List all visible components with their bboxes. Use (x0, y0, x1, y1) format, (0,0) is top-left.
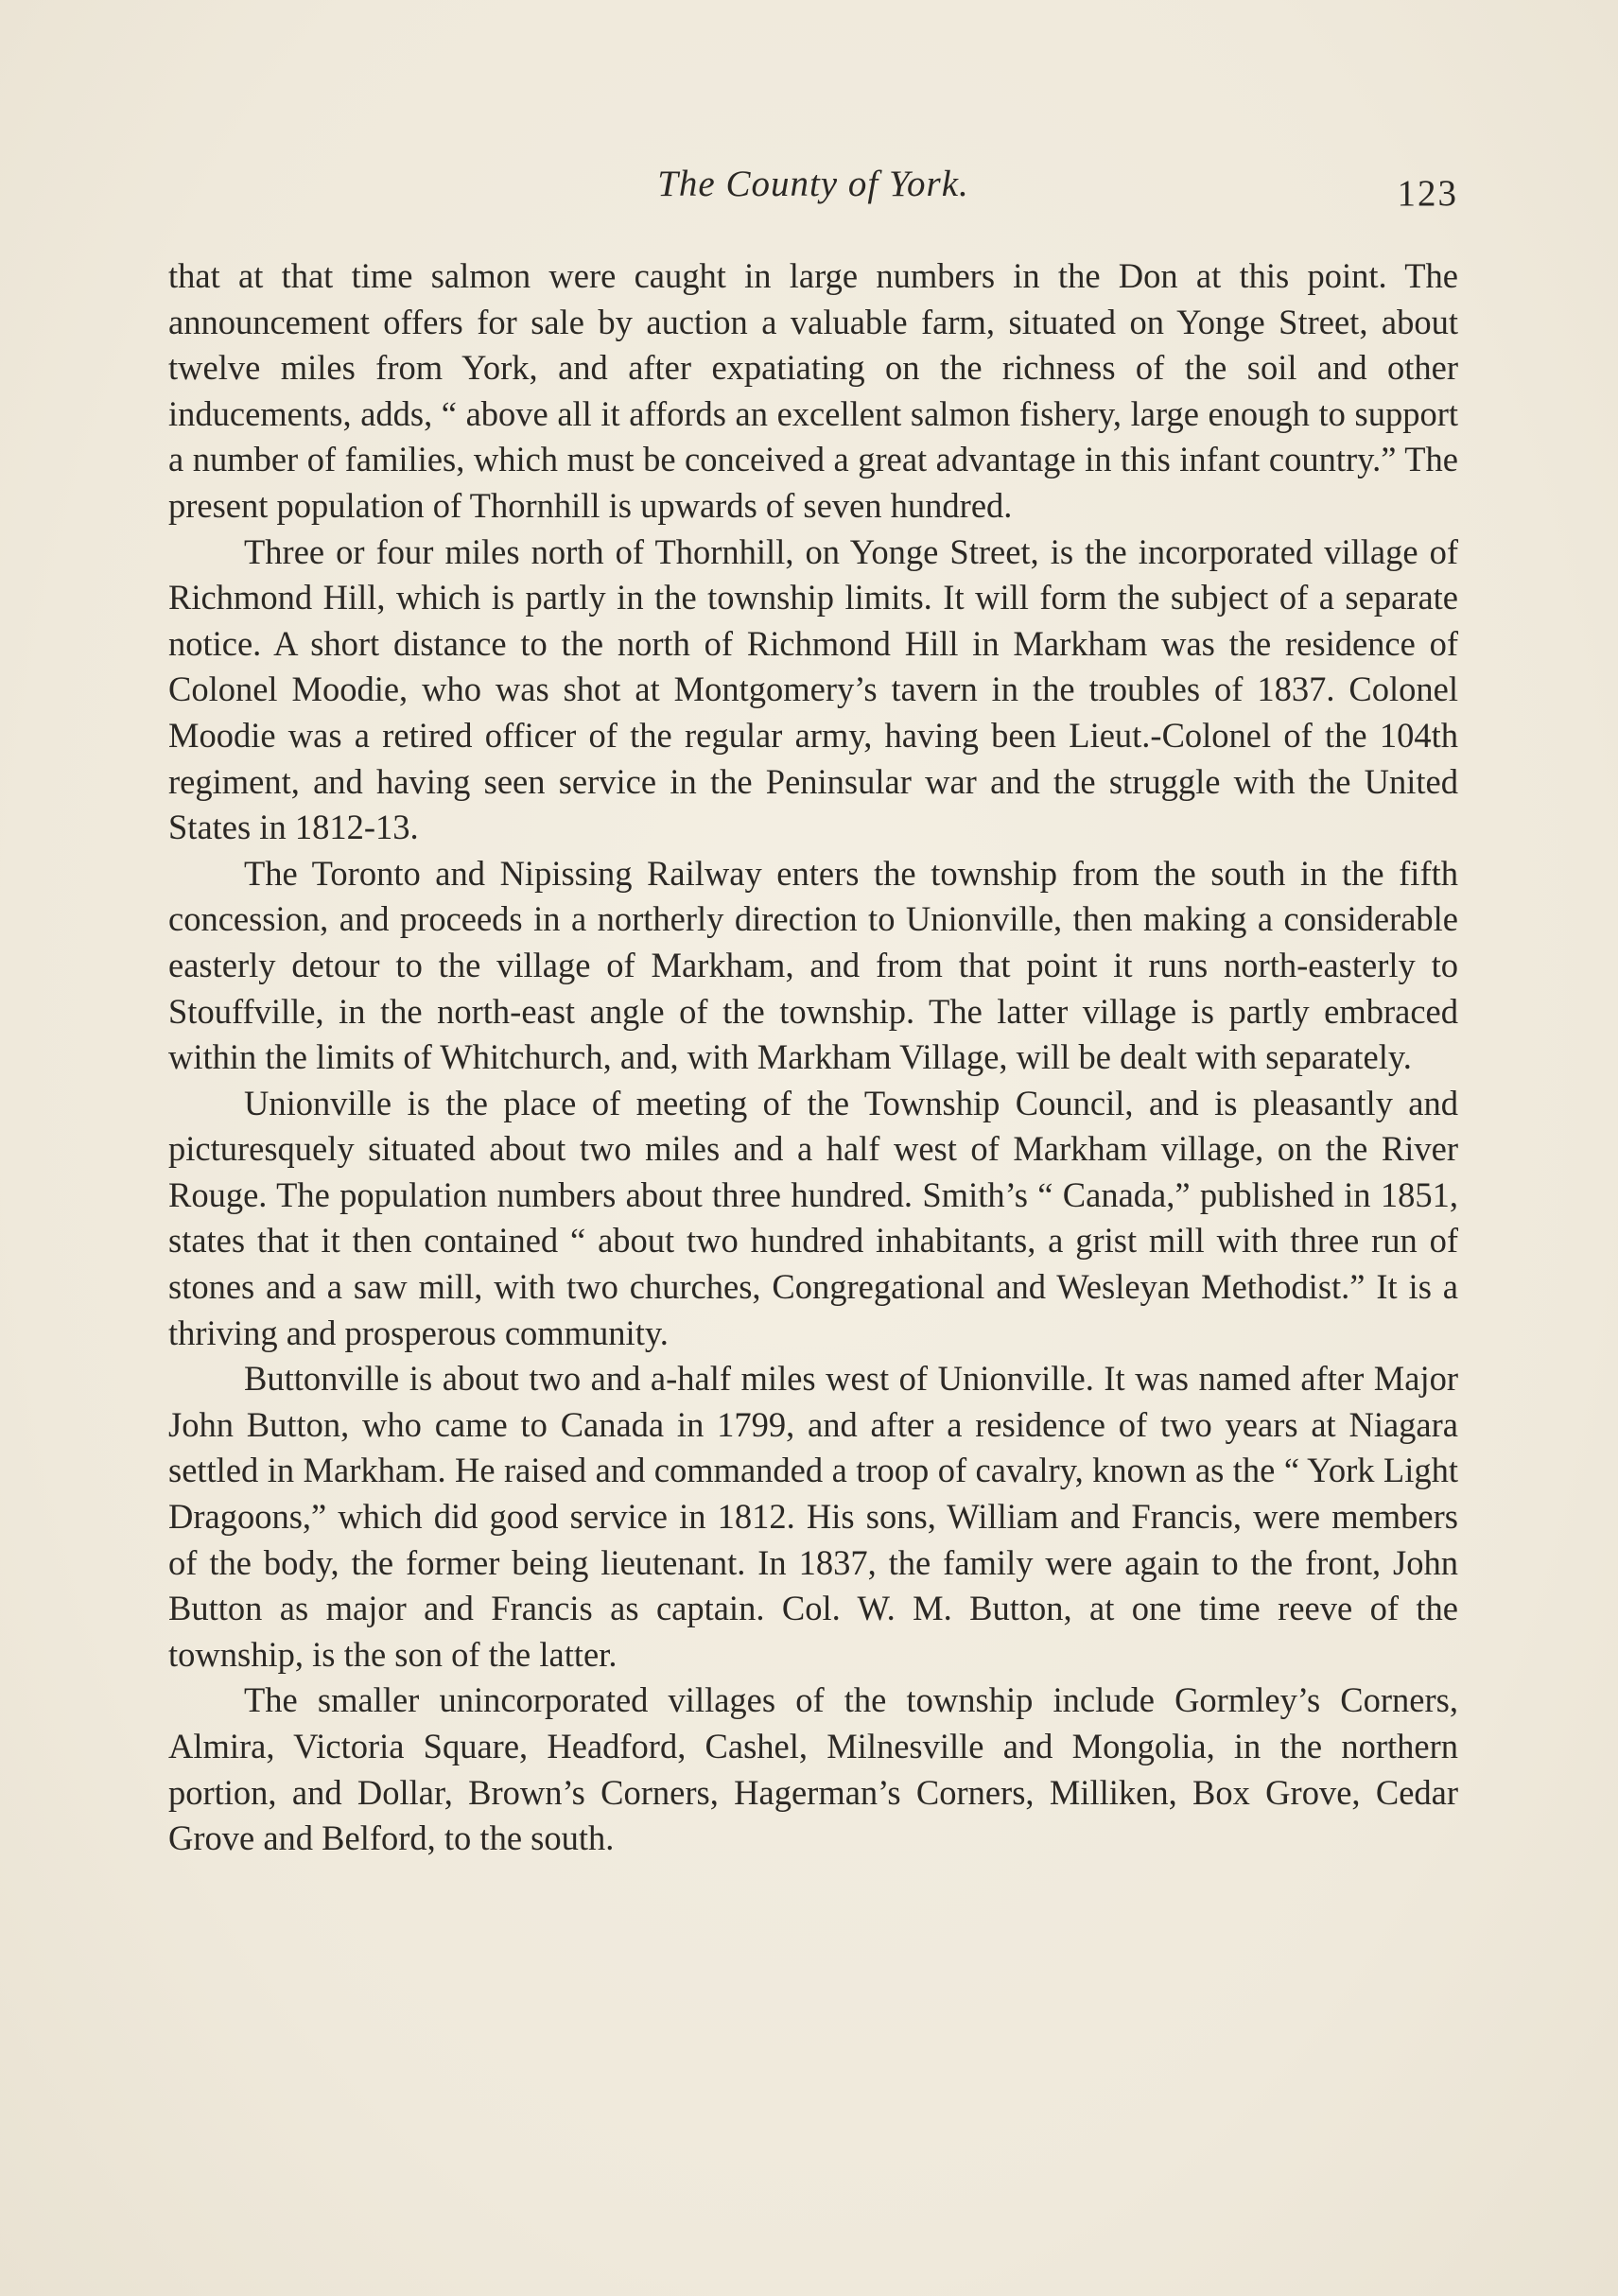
paragraph-unionville: Unionville is the place of meeting of the Township Council, and is pleasantly and picturesquely situated about two miles and a half west of Markham village, on the River Rouge. The population numbers about three hundred. Smith’s “ Canada,” published in 1851, states that it then contained “ about two hundred inhabitants, a grist mill with three run of stones and a saw mill, with two churches, Congregational and Wesleyan Methodist.” It is a thriving and prosperous community. (168, 1083, 1458, 1352)
page-number: 123 (1397, 173, 1458, 214)
paragraph-railway: The Toronto and Nipissing Railway enters the township from the south in the fifth concession, and proceeds in a northerly direction to Unionville, then making a considerable easterly detour to the village of Markham, and from that point it runs north-easterly to Stouffville, in the north-east angle of the township. The latter village is partly embraced within the limits of Whitchurch, and, with Markham Village, will be dealt with separately. (168, 853, 1458, 1077)
paragraph-richmond-hill: Three or four miles north of Thornhill, on Yonge Street, is the incorporated village of Richmond Hill, which is partly in the township limits. It will form the subject of a separate notice. A short distance to the north of Richmond Hill in Markham was the residence of Colonel Moodie, who was shot at Montgomery’s tavern in the troubles of 1837. Colonel Moodie was a retired officer of the regular army, having been Lieut.-Colonel of the 104th regiment, and having seen service in the Peninsular war and the struggle with the United States in 1812-13. (168, 531, 1458, 847)
body-text (168, 253, 1458, 1862)
paragraph-buttonville: Buttonville is about two and a-half miles west of Unionville. It was named after Major John Button, who came to Canada in 1799, and after a residence of two years at Niagara settled in Markham. He raised and commanded a troop of cavalry, known as the “ York Light Dragoons,” which did good service in 1812. His sons, William and Francis, were members of the body, the former being lieutenant. In 1837, the family were again to the front, John Button as major and Francis as captain. Col. W. M. Button, at one time reeve of the township, is the son of the latter. (168, 1359, 1458, 1674)
paragraph-smaller-villages: The smaller unincorporated villages of the township include Gormley’s Corners, Almira, Victoria Square, Headford, Cashel, Milnesville and Mongolia, in the northern portion, and Dollar, Brown’s Corners, Hagerman’s Corners, Milliken, Box Grove, Cedar Grove and Belford, to the south. (168, 1680, 1458, 1858)
running-title: The County of York. (657, 164, 969, 204)
page-header (168, 163, 1458, 219)
paragraph-continued: that at that time salmon were caught in large numbers in the Don at this point. The announcement offers for sale by auction a valuable farm, situated on Yonge Street, about twelve miles from York, and after expatiating on the richness of the soil and other inducements, adds, “ above all it affords an excellent salmon fishery, large enough to support a number of families, which must be conceived a great advantage in this infant country.” The present population of Thornhill is upwards of seven hundred. (168, 256, 1458, 525)
